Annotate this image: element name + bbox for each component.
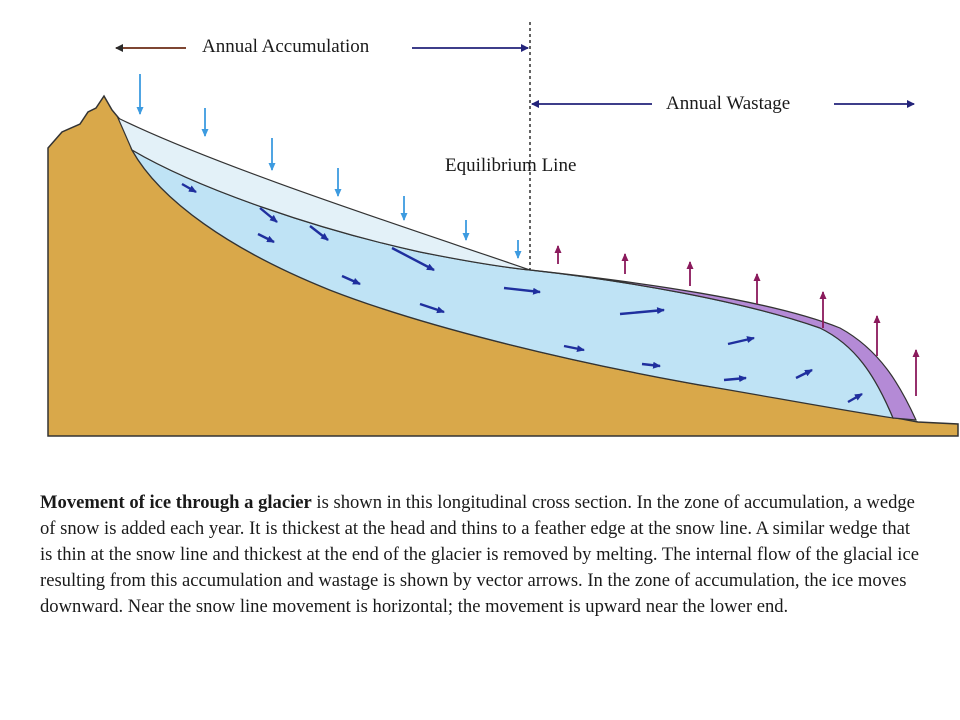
figure-caption [40,490,920,620]
caption-text: is shown in this longitudinal cross section. In the zone of accumulation, a wedge of snow is added each year. It is thickest at the head and thins to a feather edge at the snow line. A similar wedge that is thin at the snow line and thickest at the end of the glacier is removed by melting. The internal flow of the glacial ice resulting from this accumulation and wastage is shown by vector arrows. In the zone of accumulation, the ice moves downward. Near the snow line movement is horizontal; the movement is upward near the lower end. [40,492,919,617]
annual-wastage-label: Annual Wastage [666,93,791,114]
caption-bold-lead: Movement of ice through a glacier [40,492,312,513]
annual-accumulation-label: Annual Accumulation [202,36,370,57]
equilibrium-line-label: Equilibrium Line [445,155,577,176]
